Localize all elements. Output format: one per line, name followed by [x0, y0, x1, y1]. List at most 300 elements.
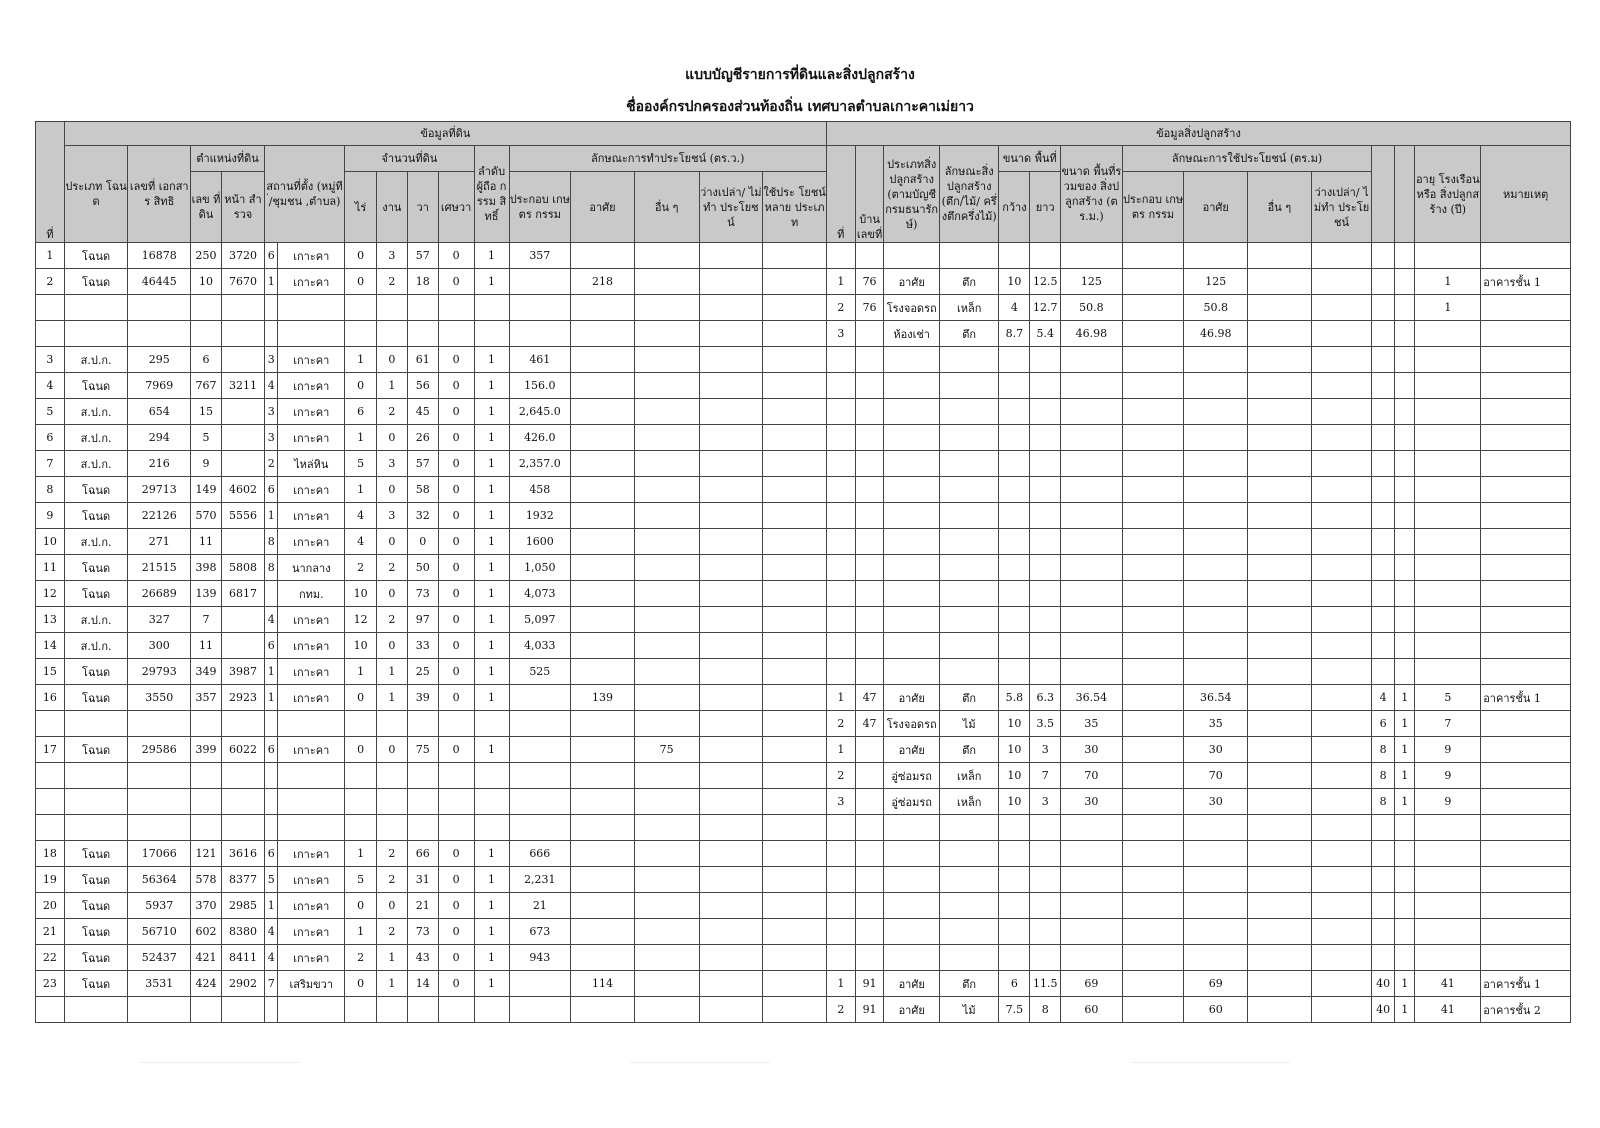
table-cell: 3 — [826, 321, 855, 347]
table-cell — [571, 321, 635, 347]
table-cell — [1311, 373, 1372, 399]
table-cell: เกาะคา — [278, 477, 345, 503]
table-cell: 0 — [377, 529, 408, 555]
table-cell — [1415, 425, 1481, 451]
table-cell — [884, 399, 939, 425]
table-cell: 2 — [826, 711, 855, 737]
table-cell — [1061, 425, 1123, 451]
table-cell: 1932 — [509, 503, 571, 529]
table-cell — [1030, 893, 1061, 919]
table-cell: 97 — [407, 607, 438, 633]
table-cell — [1122, 659, 1184, 685]
table-cell — [1184, 659, 1248, 685]
table-cell — [278, 789, 345, 815]
table-cell — [1311, 841, 1372, 867]
table-cell: 12.7 — [1030, 295, 1061, 321]
table-cell: 6.3 — [1030, 685, 1061, 711]
table-cell — [855, 893, 884, 919]
table-cell: 76 — [855, 269, 884, 295]
table-cell — [1248, 581, 1312, 607]
table-cell: ตึก — [939, 971, 999, 997]
table-cell — [1122, 477, 1184, 503]
table-cell — [634, 659, 699, 685]
table-cell — [1122, 685, 1184, 711]
table-cell — [855, 945, 884, 971]
table-cell — [1061, 893, 1123, 919]
table-cell: 458 — [509, 477, 571, 503]
table-cell — [36, 997, 65, 1023]
table-cell — [1184, 893, 1248, 919]
table-cell — [855, 373, 884, 399]
table-cell — [1372, 659, 1395, 685]
table-cell: 602 — [191, 919, 222, 945]
table-cell — [1311, 659, 1372, 685]
scan-artifact — [18, 28, 66, 68]
table-cell — [1122, 945, 1184, 971]
table-row — [36, 659, 1571, 685]
table-cell — [128, 321, 191, 347]
table-cell — [1481, 945, 1571, 971]
table-cell: 6 — [191, 347, 222, 373]
table-cell: 21 — [407, 893, 438, 919]
table-cell — [1311, 529, 1372, 555]
table-cell — [221, 321, 264, 347]
header-owner-order: ลำดับ ผู้ถือ กรรม สิทธิ์ — [474, 146, 509, 243]
table-cell — [699, 373, 763, 399]
table-cell: ตึก — [939, 685, 999, 711]
table-cell — [1311, 347, 1372, 373]
table-cell: 1 — [474, 347, 509, 373]
document-title: แบบบัญชีรายการที่ดินและสิ่งปลูกสร้าง — [685, 67, 915, 83]
table-cell — [36, 763, 65, 789]
table-cell: 50 — [407, 555, 438, 581]
table-cell — [884, 425, 939, 451]
table-cell — [763, 841, 827, 867]
table-cell — [999, 841, 1030, 867]
table-cell: 7969 — [128, 373, 191, 399]
table-cell: 7 — [36, 451, 65, 477]
table-cell — [855, 789, 884, 815]
table-cell: อาศัย — [884, 269, 939, 295]
table-cell — [634, 789, 699, 815]
table-cell — [699, 919, 763, 945]
table-cell: 3531 — [128, 971, 191, 997]
table-cell: 8380 — [221, 919, 264, 945]
table-cell — [999, 477, 1030, 503]
table-cell — [1394, 815, 1415, 841]
table-cell — [221, 763, 264, 789]
table-cell: 357 — [509, 243, 571, 269]
table-cell: 5 — [265, 867, 278, 893]
table-cell — [191, 295, 222, 321]
table-cell: 5.8 — [999, 685, 1030, 711]
table-cell — [1061, 607, 1123, 633]
table-cell — [1372, 477, 1395, 503]
table-cell: 1 — [474, 607, 509, 633]
table-cell: 26 — [407, 425, 438, 451]
table-cell: เกาะคา — [278, 945, 345, 971]
table-cell — [699, 815, 763, 841]
table-cell — [1481, 659, 1571, 685]
table-cell — [884, 841, 939, 867]
table-cell — [221, 789, 264, 815]
table-cell — [191, 321, 222, 347]
table-row — [36, 295, 1571, 321]
table-cell — [855, 321, 884, 347]
table-cell — [474, 815, 509, 841]
table-cell: 5 — [345, 451, 377, 477]
table-cell — [884, 347, 939, 373]
table-cell — [699, 711, 763, 737]
table-cell — [1394, 633, 1415, 659]
header-b-use: ลักษณะการใช้ประโยชน์ (ตร.ม) — [1122, 146, 1372, 172]
table-cell: 31 — [407, 867, 438, 893]
table-cell — [265, 997, 278, 1023]
table-row — [36, 685, 1571, 711]
table-cell: 139 — [191, 581, 222, 607]
table-cell — [999, 581, 1030, 607]
table-cell — [634, 295, 699, 321]
table-cell — [884, 555, 939, 581]
table-cell: 1 — [345, 841, 377, 867]
table-cell — [999, 347, 1030, 373]
table-cell — [826, 945, 855, 971]
table-cell: 0 — [438, 893, 474, 919]
table-cell — [1394, 607, 1415, 633]
table-cell — [699, 633, 763, 659]
table-cell — [999, 633, 1030, 659]
table-cell: 1 — [377, 373, 408, 399]
table-cell — [999, 659, 1030, 685]
table-cell: 0 — [438, 347, 474, 373]
table-cell: 9 — [1415, 763, 1481, 789]
table-cell — [1122, 971, 1184, 997]
table-cell — [1030, 425, 1061, 451]
table-cell: 424 — [191, 971, 222, 997]
table-cell: อาคารชั้น 1 — [1481, 685, 1571, 711]
table-cell — [855, 425, 884, 451]
table-cell: 0 — [377, 893, 408, 919]
table-cell: 421 — [191, 945, 222, 971]
table-cell — [855, 555, 884, 581]
table-cell — [939, 815, 999, 841]
table-cell — [191, 997, 222, 1023]
table-cell: 1 — [265, 893, 278, 919]
table-cell — [1311, 971, 1372, 997]
table-cell — [1394, 659, 1415, 685]
table-cell: 1 — [474, 399, 509, 425]
table-cell — [1030, 581, 1061, 607]
table-cell — [826, 451, 855, 477]
table-cell — [855, 633, 884, 659]
table-cell: กทม. — [278, 581, 345, 607]
table-cell: 0 — [438, 243, 474, 269]
table-cell: 8 — [1372, 789, 1395, 815]
table-cell — [64, 997, 128, 1023]
table-cell: 10 — [191, 269, 222, 295]
header-survey-page: หน้า สำรวจ — [221, 172, 264, 243]
table-cell — [1394, 503, 1415, 529]
table-cell — [1184, 841, 1248, 867]
table-cell — [1311, 867, 1372, 893]
table-cell: 21 — [36, 919, 65, 945]
table-cell — [509, 295, 571, 321]
table-cell — [763, 789, 827, 815]
table-cell — [1415, 607, 1481, 633]
table-cell: 4 — [345, 529, 377, 555]
table-body — [36, 243, 1571, 1023]
table-cell — [1248, 555, 1312, 581]
table-cell: 75 — [407, 737, 438, 763]
table-cell — [377, 295, 408, 321]
table-cell — [1372, 607, 1395, 633]
table-cell — [571, 425, 635, 451]
table-cell — [855, 737, 884, 763]
table-cell — [474, 711, 509, 737]
table-cell — [634, 581, 699, 607]
table-cell — [1311, 243, 1372, 269]
table-cell: 1 — [345, 659, 377, 685]
table-cell — [939, 451, 999, 477]
table-cell: 12 — [345, 607, 377, 633]
table-cell: เหล็ก — [939, 789, 999, 815]
table-cell: 0 — [438, 737, 474, 763]
table-row — [36, 737, 1571, 763]
table-cell — [884, 503, 939, 529]
table-cell — [1122, 607, 1184, 633]
table-cell — [1248, 451, 1312, 477]
table-cell: เสริมขวา — [278, 971, 345, 997]
table-cell — [999, 529, 1030, 555]
table-cell — [571, 529, 635, 555]
table-cell: 69 — [1184, 971, 1248, 997]
table-cell: 767 — [191, 373, 222, 399]
table-cell — [1248, 763, 1312, 789]
table-cell — [1184, 815, 1248, 841]
table-cell: 156.0 — [509, 373, 571, 399]
table-cell — [1122, 867, 1184, 893]
table-cell — [1481, 711, 1571, 737]
table-cell — [438, 295, 474, 321]
table-cell — [884, 243, 939, 269]
table-cell — [826, 607, 855, 633]
table-cell: 357 — [191, 685, 222, 711]
table-cell — [571, 555, 635, 581]
table-cell — [763, 737, 827, 763]
table-cell — [1061, 347, 1123, 373]
table-cell: 1 — [377, 659, 408, 685]
table-cell — [1122, 425, 1184, 451]
table-cell: 57 — [407, 243, 438, 269]
table-cell: 41 — [1415, 971, 1481, 997]
table-cell — [1311, 321, 1372, 347]
table-cell — [1248, 633, 1312, 659]
table-cell: ไหล่หิน — [278, 451, 345, 477]
table-cell — [1311, 711, 1372, 737]
table-cell — [855, 243, 884, 269]
table-cell: 12.5 — [1030, 269, 1061, 295]
table-cell: อาศัย — [884, 685, 939, 711]
table-cell — [1311, 997, 1372, 1023]
table-cell — [884, 867, 939, 893]
table-cell — [1394, 867, 1415, 893]
table-cell: 0 — [438, 867, 474, 893]
table-cell: 1 — [345, 347, 377, 373]
table-cell: เกาะคา — [278, 737, 345, 763]
table-cell — [763, 347, 827, 373]
header-vacant: ว่างเปล่า/ ไม่ทำ ประโยชน์ — [699, 172, 763, 243]
table-cell — [438, 815, 474, 841]
table-cell: 3 — [377, 243, 408, 269]
table-row — [36, 607, 1571, 633]
table-cell — [634, 997, 699, 1023]
table-cell — [571, 659, 635, 685]
table-cell — [377, 711, 408, 737]
table-cell — [634, 503, 699, 529]
table-cell: 1 — [377, 945, 408, 971]
table-cell: 2 — [345, 945, 377, 971]
table-cell — [1248, 841, 1312, 867]
table-cell — [1372, 893, 1395, 919]
table-cell — [763, 763, 827, 789]
header-b-total-area: ขนาด พื้นที่รวมของ สิ่งปลูกสร้าง (ตร.ม.) — [1061, 146, 1123, 243]
table-cell — [1248, 477, 1312, 503]
table-cell: 69 — [1061, 971, 1123, 997]
table-cell — [571, 373, 635, 399]
table-cell — [999, 893, 1030, 919]
table-cell — [699, 737, 763, 763]
table-cell — [278, 711, 345, 737]
table-cell: โฉนด — [64, 945, 128, 971]
table-cell — [1394, 581, 1415, 607]
table-cell — [407, 815, 438, 841]
header-land-no: เลข ที่ดิน — [191, 172, 222, 243]
table-cell — [1030, 919, 1061, 945]
table-cell: 35 — [1061, 711, 1123, 737]
table-cell — [1030, 867, 1061, 893]
table-cell — [763, 321, 827, 347]
table-cell — [278, 321, 345, 347]
table-cell — [1372, 529, 1395, 555]
table-cell — [763, 425, 827, 451]
table-cell: 1 — [1394, 685, 1415, 711]
table-cell — [1248, 945, 1312, 971]
table-cell — [509, 789, 571, 815]
table-cell: 2902 — [221, 971, 264, 997]
table-cell: 20 — [36, 893, 65, 919]
table-cell — [1248, 919, 1312, 945]
table-cell: 426.0 — [509, 425, 571, 451]
table-cell: 578 — [191, 867, 222, 893]
table-cell — [345, 789, 377, 815]
table-cell — [509, 815, 571, 841]
table-cell: ตึก — [939, 269, 999, 295]
table-cell: 12 — [36, 581, 65, 607]
table-cell — [763, 555, 827, 581]
table-cell — [1394, 945, 1415, 971]
table-cell: 4602 — [221, 477, 264, 503]
table-cell: 0 — [438, 425, 474, 451]
table-cell: เหล็ก — [939, 295, 999, 321]
table-cell: 15 — [191, 399, 222, 425]
table-cell — [1122, 529, 1184, 555]
table-cell — [999, 451, 1030, 477]
table-cell: 15 — [36, 659, 65, 685]
table-cell: 61 — [407, 347, 438, 373]
table-cell: โฉนด — [64, 737, 128, 763]
table-cell — [1481, 789, 1571, 815]
table-cell — [763, 867, 827, 893]
table-cell: 30 — [1184, 789, 1248, 815]
table-cell: เกาะคา — [278, 503, 345, 529]
table-cell — [699, 529, 763, 555]
footer-smudge — [1130, 1062, 1290, 1063]
table-cell: อาคารชั้น 2 — [1481, 997, 1571, 1023]
table-cell — [699, 503, 763, 529]
table-cell: เกาะคา — [278, 685, 345, 711]
table-row — [36, 711, 1571, 737]
table-cell: 3.5 — [1030, 711, 1061, 737]
table-cell: 3 — [377, 503, 408, 529]
table-cell — [763, 243, 827, 269]
table-cell — [826, 425, 855, 451]
table-cell: 76 — [855, 295, 884, 321]
table-cell — [826, 867, 855, 893]
table-cell — [763, 477, 827, 503]
table-cell — [826, 919, 855, 945]
table-cell: 0 — [345, 685, 377, 711]
table-cell — [1061, 503, 1123, 529]
table-cell — [265, 763, 278, 789]
table-cell: 16878 — [128, 243, 191, 269]
table-cell: 6 — [265, 633, 278, 659]
table-cell — [855, 399, 884, 425]
table-cell — [1122, 555, 1184, 581]
table-cell — [763, 373, 827, 399]
table-cell: 218 — [571, 269, 635, 295]
table-cell — [826, 529, 855, 555]
table-cell: 23 — [36, 971, 65, 997]
table-cell — [1372, 269, 1395, 295]
table-cell — [855, 659, 884, 685]
table-cell: 3 — [826, 789, 855, 815]
table-cell: 1 — [474, 425, 509, 451]
table-cell — [1372, 503, 1395, 529]
header-multi-use: ใช้ประ โยชน์หลาย ประเภท — [763, 172, 827, 243]
table-cell — [571, 347, 635, 373]
table-cell: 327 — [128, 607, 191, 633]
table-cell: 0 — [438, 633, 474, 659]
table-cell: 7 — [1415, 711, 1481, 737]
table-cell — [1415, 633, 1481, 659]
table-cell: 11 — [191, 633, 222, 659]
table-cell — [1394, 841, 1415, 867]
header-land-use: ลักษณะการทำประโยชน์ (ตร.ว.) — [509, 146, 826, 172]
table-cell — [1311, 737, 1372, 763]
table-cell — [1372, 841, 1395, 867]
table-cell — [509, 321, 571, 347]
table-cell — [1372, 919, 1395, 945]
table-cell: 654 — [128, 399, 191, 425]
table-cell — [1311, 451, 1372, 477]
table-cell — [939, 841, 999, 867]
table-cell — [1248, 347, 1312, 373]
table-cell — [939, 919, 999, 945]
table-cell: 46445 — [128, 269, 191, 295]
table-cell — [1248, 685, 1312, 711]
table-cell: เกาะคา — [278, 607, 345, 633]
table-cell: 75 — [634, 737, 699, 763]
